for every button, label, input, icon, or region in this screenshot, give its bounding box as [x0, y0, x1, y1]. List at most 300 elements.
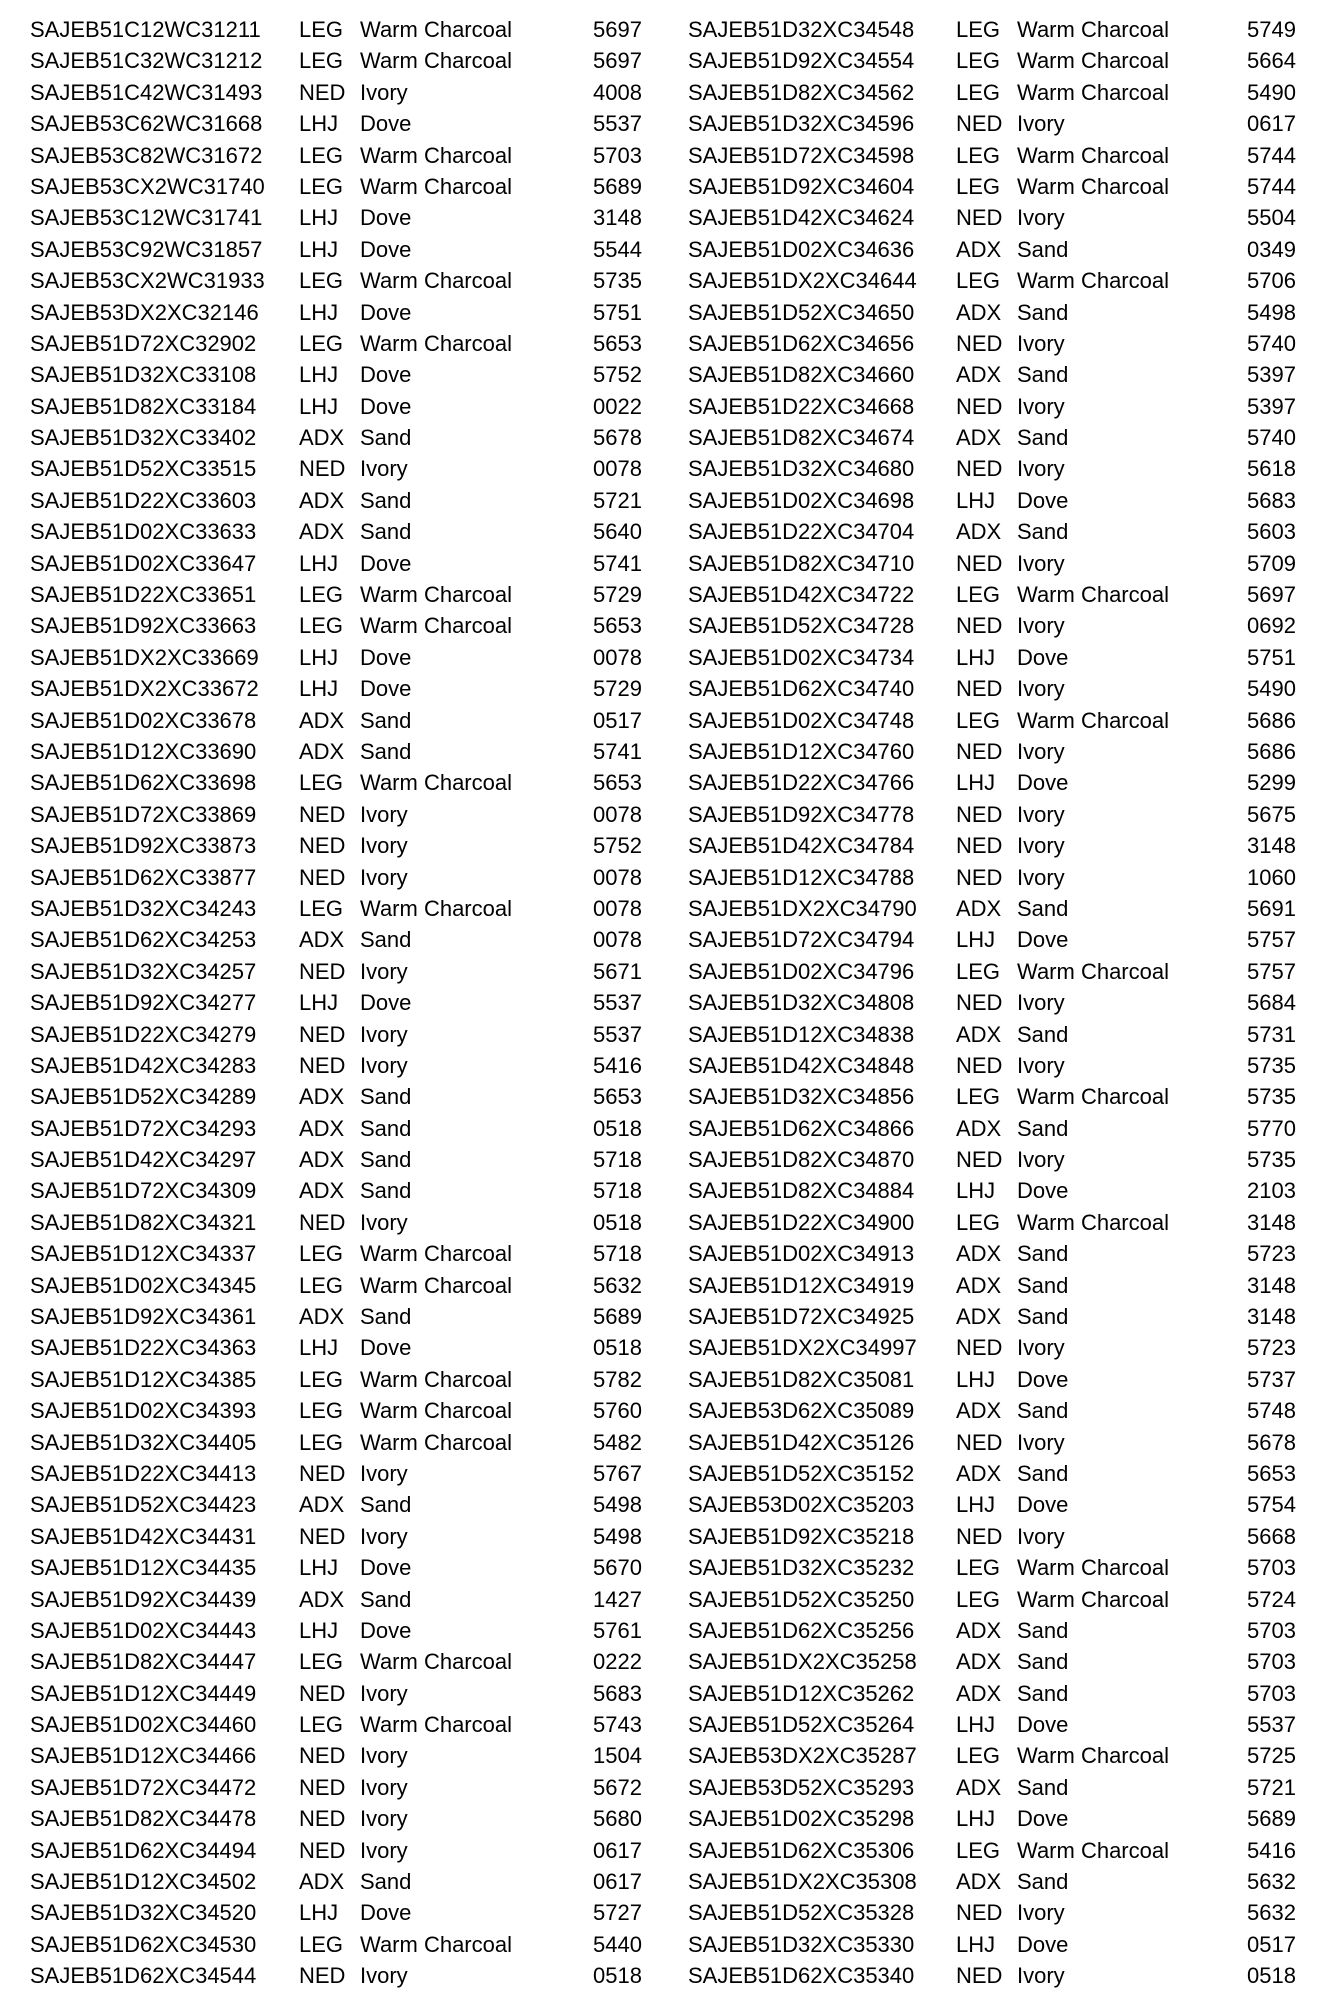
number-cell: 5680 — [593, 1806, 642, 1832]
number-cell: 5632 — [1247, 1900, 1296, 1926]
trim-code-cell: LEG — [956, 142, 1001, 168]
number-cell: 5727 — [593, 1900, 642, 1926]
vin-cell: SAJEB51D92XC34361 — [30, 1304, 257, 1330]
list-item — [30, 1395, 650, 1426]
number-cell: 5751 — [1247, 644, 1296, 670]
list-item — [30, 610, 650, 641]
list-item — [30, 893, 650, 924]
vin-cell: SAJEB51D12XC34337 — [30, 1241, 257, 1267]
trim-code-cell: LHJ — [956, 1712, 996, 1738]
vin-cell: SAJEB51DX2XC33672 — [30, 676, 259, 702]
color-name-cell: Sand — [360, 927, 412, 953]
vin-cell: SAJEB51D42XC34848 — [688, 1052, 915, 1078]
list-item — [30, 1270, 650, 1301]
color-name-cell: Ivory — [1017, 864, 1065, 890]
number-cell: 5490 — [1247, 79, 1296, 105]
color-name-cell: Ivory — [1017, 393, 1065, 419]
vin-cell: SAJEB51D52XC34728 — [688, 613, 915, 639]
vin-cell: SAJEB51D22XC34766 — [688, 770, 915, 796]
list-item — [30, 422, 650, 453]
trim-code-cell: ADX — [956, 1304, 1002, 1330]
vin-cell: SAJEB51D02XC34443 — [30, 1617, 257, 1643]
number-cell: 5537 — [593, 990, 642, 1016]
list-item — [30, 642, 650, 673]
trim-code-cell: ADX — [956, 1680, 1002, 1706]
trim-code-cell: ADX — [956, 1272, 1002, 1298]
vin-cell: SAJEB51D32XC34243 — [30, 895, 257, 921]
color-name-cell: Ivory — [1017, 833, 1065, 859]
list-item — [688, 14, 1308, 45]
vin-cell: SAJEB51D82XC34870 — [688, 1147, 915, 1173]
list-item — [30, 202, 650, 233]
number-cell: 5632 — [1247, 1869, 1296, 1895]
color-name-cell: Ivory — [360, 1021, 408, 1047]
trim-code-cell: LEG — [299, 173, 344, 199]
color-name-cell: Ivory — [1017, 1900, 1065, 1926]
trim-code-cell: LEG — [956, 48, 1001, 74]
list-item — [688, 234, 1308, 265]
color-name-cell: Ivory — [1017, 1147, 1065, 1173]
trim-code-cell: LEG — [956, 1084, 1001, 1110]
color-name-cell: Ivory — [360, 1806, 408, 1832]
number-cell: 5537 — [593, 111, 642, 137]
number-cell: 0617 — [593, 1837, 642, 1863]
list-item — [30, 1772, 650, 1803]
trim-code-cell: NED — [956, 738, 1003, 764]
number-cell: 3148 — [1247, 1272, 1296, 1298]
number-cell: 5744 — [1247, 173, 1296, 199]
number-cell: 0078 — [593, 644, 642, 670]
color-name-cell: Ivory — [1017, 613, 1065, 639]
list-item — [30, 516, 650, 547]
number-cell: 5482 — [593, 1429, 642, 1455]
number-cell: 5718 — [593, 1178, 642, 1204]
trim-code-cell: LHJ — [956, 487, 996, 513]
list-item — [688, 1081, 1308, 1112]
number-cell: 0078 — [593, 456, 642, 482]
list-item — [688, 1144, 1308, 1175]
trim-code-cell: ADX — [956, 1460, 1002, 1486]
trim-code-cell: ADX — [299, 519, 345, 545]
trim-code-cell: LEG — [299, 1366, 344, 1392]
list-item — [688, 1772, 1308, 1803]
vin-cell: SAJEB51D72XC34472 — [30, 1774, 257, 1800]
number-cell: 5397 — [1247, 393, 1296, 419]
number-cell: 0692 — [1247, 613, 1296, 639]
vin-cell: SAJEB51D72XC34309 — [30, 1178, 257, 1204]
trim-code-cell: ADX — [956, 519, 1002, 545]
vin-cell: SAJEB51D32XC34596 — [688, 111, 915, 137]
trim-code-cell: LHJ — [299, 676, 339, 702]
list-item — [30, 1238, 650, 1269]
vin-cell: SAJEB51D62XC35340 — [688, 1963, 915, 1989]
trim-code-cell: LHJ — [299, 1900, 339, 1926]
color-name-cell: Dove — [1017, 770, 1069, 796]
number-cell: 0078 — [593, 801, 642, 827]
color-name-cell: Sand — [1017, 1680, 1069, 1706]
list-item — [688, 328, 1308, 359]
list-item — [688, 1740, 1308, 1771]
number-cell: 5498 — [1247, 299, 1296, 325]
number-cell: 5752 — [593, 362, 642, 388]
color-name-cell: Warm Charcoal — [360, 1398, 512, 1424]
number-cell: 0222 — [593, 1649, 642, 1675]
vin-cell: SAJEB51D32XC34856 — [688, 1084, 915, 1110]
number-cell: 5748 — [1247, 1398, 1296, 1424]
list-item — [688, 1364, 1308, 1395]
trim-code-cell: ADX — [299, 1084, 345, 1110]
list-item — [688, 673, 1308, 704]
trim-code-cell: NED — [956, 990, 1003, 1016]
color-name-cell: Ivory — [360, 833, 408, 859]
vin-cell: SAJEB51D62XC34544 — [30, 1963, 257, 1989]
color-name-cell: Warm Charcoal — [360, 1366, 512, 1392]
trim-code-cell: NED — [299, 801, 346, 827]
list-item — [30, 767, 650, 798]
list-item — [688, 1615, 1308, 1646]
vin-cell: SAJEB51DX2XC33669 — [30, 644, 259, 670]
trim-code-cell: ADX — [956, 1649, 1002, 1675]
trim-code-cell: NED — [299, 1460, 346, 1486]
list-item — [30, 1835, 650, 1866]
vin-cell: SAJEB51D32XC34405 — [30, 1429, 257, 1455]
vin-cell: SAJEB53D52XC35293 — [688, 1774, 915, 1800]
number-cell: 5397 — [1247, 362, 1296, 388]
number-cell: 5664 — [1247, 48, 1296, 74]
list-item — [30, 1897, 650, 1928]
vin-cell: SAJEB51D02XC33647 — [30, 550, 257, 576]
color-name-cell: Dove — [360, 362, 412, 388]
number-cell: 5721 — [1247, 1774, 1296, 1800]
trim-code-cell: NED — [956, 550, 1003, 576]
vin-cell: SAJEB51D62XC34253 — [30, 927, 257, 953]
trim-code-cell: LEG — [956, 1743, 1001, 1769]
vin-cell: SAJEB51D92XC34778 — [688, 801, 915, 827]
trim-code-cell: LHJ — [299, 205, 339, 231]
color-name-cell: Ivory — [1017, 1429, 1065, 1455]
color-name-cell: Ivory — [360, 1052, 408, 1078]
color-name-cell: Ivory — [1017, 330, 1065, 356]
color-name-cell: Warm Charcoal — [360, 770, 512, 796]
vin-cell: SAJEB51D72XC34794 — [688, 927, 915, 953]
trim-code-cell: NED — [956, 676, 1003, 702]
number-cell: 5498 — [593, 1492, 642, 1518]
vin-cell: SAJEB51D22XC34413 — [30, 1460, 257, 1486]
number-cell: 5735 — [1247, 1147, 1296, 1173]
list-item — [688, 862, 1308, 893]
number-cell: 5752 — [593, 833, 642, 859]
vin-cell: SAJEB51D52XC33515 — [30, 456, 257, 482]
trim-code-cell: NED — [956, 864, 1003, 890]
color-name-cell: Dove — [1017, 487, 1069, 513]
color-name-cell: Ivory — [360, 1523, 408, 1549]
list-item — [30, 1646, 650, 1677]
list-item — [30, 579, 650, 610]
number-cell: 5683 — [593, 1680, 642, 1706]
trim-code-cell: ADX — [956, 1241, 1002, 1267]
trim-code-cell: NED — [956, 111, 1003, 137]
color-name-cell: Ivory — [360, 1837, 408, 1863]
trim-code-cell: LHJ — [956, 1178, 996, 1204]
trim-code-cell: ADX — [299, 927, 345, 953]
number-cell: 5751 — [593, 299, 642, 325]
trim-code-cell: LEG — [956, 17, 1001, 42]
color-name-cell: Warm Charcoal — [1017, 1743, 1169, 1769]
color-name-cell: Ivory — [360, 958, 408, 984]
vin-cell: SAJEB51D42XC34297 — [30, 1147, 257, 1173]
number-cell: 5718 — [593, 1147, 642, 1173]
vin-cell: SAJEB51D52XC34650 — [688, 299, 915, 325]
number-cell: 5737 — [1247, 1366, 1296, 1392]
color-name-cell: Sand — [360, 1147, 412, 1173]
number-cell: 5703 — [1247, 1555, 1296, 1581]
vin-cell: SAJEB53D62XC35089 — [688, 1398, 915, 1424]
number-cell: 1060 — [1247, 864, 1296, 890]
trim-code-cell: LHJ — [299, 111, 339, 137]
vin-cell: SAJEB51D32XC33402 — [30, 425, 257, 451]
trim-code-cell: LEG — [956, 79, 1001, 105]
vin-cell: SAJEB51D92XC33873 — [30, 833, 257, 859]
color-name-cell: Dove — [360, 644, 412, 670]
color-name-cell: Sand — [1017, 425, 1069, 451]
number-cell: 5697 — [593, 48, 642, 74]
number-cell: 5703 — [1247, 1649, 1296, 1675]
number-cell: 0078 — [593, 895, 642, 921]
trim-code-cell: NED — [956, 1963, 1003, 1989]
list-item — [688, 485, 1308, 516]
color-name-cell: Warm Charcoal — [360, 582, 512, 608]
number-cell: 5729 — [593, 676, 642, 702]
list-item — [30, 924, 650, 955]
vin-cell: SAJEB51D02XC34698 — [688, 487, 915, 513]
color-name-cell: Ivory — [1017, 990, 1065, 1016]
trim-code-cell: NED — [956, 613, 1003, 639]
list-item — [30, 1144, 650, 1175]
trim-code-cell: ADX — [956, 1021, 1002, 1047]
trim-code-cell: NED — [299, 79, 346, 105]
trim-code-cell: LEG — [956, 1586, 1001, 1612]
vin-cell: SAJEB51D12XC34449 — [30, 1680, 257, 1706]
trim-code-cell: LEG — [299, 1241, 344, 1267]
number-cell: 5735 — [1247, 1084, 1296, 1110]
number-cell: 5757 — [1247, 958, 1296, 984]
vin-cell: SAJEB53C92WC31857 — [30, 236, 263, 262]
vin-cell: SAJEB51D02XC34796 — [688, 958, 915, 984]
color-name-cell: Warm Charcoal — [360, 48, 512, 74]
color-name-cell: Dove — [360, 393, 412, 419]
color-name-cell: Warm Charcoal — [360, 1272, 512, 1298]
trim-code-cell: LEG — [299, 1712, 344, 1738]
vin-cell: SAJEB51D12XC34788 — [688, 864, 915, 890]
color-name-cell: Sand — [360, 1304, 412, 1330]
color-name-cell: Sand — [360, 1084, 412, 1110]
color-name-cell: Ivory — [360, 1460, 408, 1486]
color-name-cell: Warm Charcoal — [360, 330, 512, 356]
number-cell: 5504 — [1247, 205, 1296, 231]
vin-cell: SAJEB51D12XC34385 — [30, 1366, 257, 1392]
list-item — [30, 705, 650, 736]
number-cell: 5754 — [1247, 1492, 1296, 1518]
number-cell: 5653 — [593, 1084, 642, 1110]
trim-code-cell: NED — [299, 958, 346, 984]
list-item — [30, 956, 650, 987]
number-cell: 5672 — [593, 1774, 642, 1800]
vin-cell: SAJEB51D32XC34808 — [688, 990, 915, 1016]
vin-cell: SAJEB51D92XC34277 — [30, 990, 257, 1016]
list-item — [688, 1050, 1308, 1081]
trim-code-cell: LEG — [299, 895, 344, 921]
number-cell: 5683 — [1247, 487, 1296, 513]
list-item — [688, 1584, 1308, 1615]
list-item — [30, 1489, 650, 1520]
color-name-cell: Sand — [360, 1586, 412, 1612]
trim-code-cell: LHJ — [299, 362, 339, 388]
list-item — [30, 799, 650, 830]
list-item — [30, 1081, 650, 1112]
vin-cell: SAJEB51D52XC35264 — [688, 1712, 915, 1738]
trim-code-cell: NED — [956, 1429, 1003, 1455]
trim-code-cell: NED — [956, 330, 1003, 356]
color-name-cell: Ivory — [1017, 205, 1065, 231]
list-item — [688, 108, 1308, 139]
trim-code-cell: ADX — [956, 1398, 1002, 1424]
vin-cell: SAJEB51D82XC34321 — [30, 1209, 257, 1235]
list-item — [30, 548, 650, 579]
number-cell: 5703 — [1247, 1680, 1296, 1706]
number-cell: 5678 — [1247, 1429, 1296, 1455]
color-name-cell: Dove — [1017, 644, 1069, 670]
vin-cell: SAJEB51D12XC33690 — [30, 738, 257, 764]
number-cell: 5691 — [1247, 895, 1296, 921]
color-name-cell: Dove — [360, 1617, 412, 1643]
vin-cell: SAJEB51D72XC32902 — [30, 330, 257, 356]
list-item — [30, 391, 650, 422]
trim-code-cell: ADX — [299, 1586, 345, 1612]
trim-code-cell: NED — [299, 1837, 346, 1863]
color-name-cell: Dove — [360, 550, 412, 576]
color-name-cell: Sand — [1017, 519, 1069, 545]
trim-code-cell: NED — [299, 1743, 346, 1769]
vin-cell: SAJEB51D82XC35081 — [688, 1366, 915, 1392]
vin-cell: SAJEB53C12WC31741 — [30, 205, 263, 231]
number-cell: 5744 — [1247, 142, 1296, 168]
vin-cell: SAJEB51D92XC34554 — [688, 48, 915, 74]
vin-cell: SAJEB53DX2XC32146 — [30, 299, 259, 325]
list-item — [30, 1458, 650, 1489]
color-name-cell: Sand — [1017, 362, 1069, 388]
vin-cell: SAJEB51D32XC34680 — [688, 456, 915, 482]
trim-code-cell: LEG — [956, 268, 1001, 294]
color-name-cell: Ivory — [360, 1209, 408, 1235]
color-name-cell: Sand — [1017, 236, 1069, 262]
color-name-cell: Dove — [1017, 927, 1069, 953]
list-item — [688, 610, 1308, 641]
vin-list-right-column — [688, 14, 1308, 1992]
list-item — [688, 1332, 1308, 1363]
list-item — [30, 14, 650, 45]
color-name-cell: Ivory — [360, 1743, 408, 1769]
vin-cell: SAJEB51DX2XC35308 — [688, 1869, 917, 1895]
list-item — [688, 799, 1308, 830]
number-cell: 5749 — [1247, 17, 1296, 42]
number-cell: 5782 — [593, 1366, 642, 1392]
trim-code-cell: LEG — [956, 1555, 1001, 1581]
list-item — [688, 265, 1308, 296]
trim-code-cell: LEG — [299, 48, 344, 74]
vin-cell: SAJEB51D42XC34283 — [30, 1052, 257, 1078]
trim-code-cell: LHJ — [956, 1931, 996, 1957]
color-name-cell: Dove — [1017, 1712, 1069, 1738]
trim-code-cell: LEG — [956, 173, 1001, 199]
trim-code-cell: NED — [299, 1774, 346, 1800]
trim-code-cell: NED — [956, 801, 1003, 827]
number-cell: 5670 — [593, 1555, 642, 1581]
vin-cell: SAJEB51DX2XC35258 — [688, 1649, 917, 1675]
color-name-cell: Sand — [1017, 299, 1069, 325]
list-item — [688, 1897, 1308, 1928]
color-name-cell: Dove — [1017, 1931, 1069, 1957]
vin-cell: SAJEB51DX2XC34644 — [688, 268, 917, 294]
vin-cell: SAJEB53C82WC31672 — [30, 142, 263, 168]
color-name-cell: Warm Charcoal — [1017, 142, 1169, 168]
trim-code-cell: LHJ — [299, 1555, 339, 1581]
color-name-cell: Sand — [1017, 1304, 1069, 1330]
list-item — [30, 140, 650, 171]
vin-cell: SAJEB51D52XC34289 — [30, 1084, 257, 1110]
number-cell: 3148 — [593, 205, 642, 231]
color-name-cell: Dove — [360, 1555, 412, 1581]
color-name-cell: Sand — [1017, 1460, 1069, 1486]
trim-code-cell: LEG — [299, 770, 344, 796]
list-item — [30, 1521, 650, 1552]
list-item — [688, 924, 1308, 955]
list-item — [688, 1395, 1308, 1426]
list-item — [30, 1113, 650, 1144]
color-name-cell: Warm Charcoal — [1017, 268, 1169, 294]
list-item — [688, 1929, 1308, 1960]
number-cell: 5723 — [1247, 1335, 1296, 1361]
trim-code-cell: LEG — [299, 268, 344, 294]
vin-cell: SAJEB51D22XC34363 — [30, 1335, 257, 1361]
trim-code-cell: LHJ — [299, 299, 339, 325]
color-name-cell: Sand — [1017, 1398, 1069, 1424]
vin-cell: SAJEB51D92XC34439 — [30, 1586, 257, 1612]
list-item — [688, 956, 1308, 987]
list-item — [30, 862, 650, 893]
vin-cell: SAJEB51D02XC33633 — [30, 519, 257, 545]
list-item — [688, 453, 1308, 484]
trim-code-cell: LEG — [299, 1429, 344, 1455]
number-cell: 3148 — [1247, 1304, 1296, 1330]
number-cell: 5740 — [1247, 330, 1296, 356]
trim-code-cell: LEG — [299, 613, 344, 639]
list-item — [30, 1364, 650, 1395]
vin-cell: SAJEB51D52XC34423 — [30, 1492, 257, 1518]
vin-cell: SAJEB51D12XC34838 — [688, 1021, 915, 1047]
vin-cell: SAJEB51D52XC35250 — [688, 1586, 915, 1612]
color-name-cell: Warm Charcoal — [1017, 707, 1169, 733]
trim-code-cell: ADX — [956, 1617, 1002, 1643]
color-name-cell: Warm Charcoal — [360, 1649, 512, 1675]
vin-cell: SAJEB51D82XC34562 — [688, 79, 915, 105]
vin-cell: SAJEB51D62XC34656 — [688, 330, 915, 356]
color-name-cell: Warm Charcoal — [1017, 582, 1169, 608]
vin-cell: SAJEB51D02XC34636 — [688, 236, 915, 262]
vin-cell: SAJEB51D12XC34919 — [688, 1272, 915, 1298]
number-cell: 0518 — [593, 1335, 642, 1361]
list-item — [688, 579, 1308, 610]
vin-cell: SAJEB51D72XC34293 — [30, 1115, 257, 1141]
